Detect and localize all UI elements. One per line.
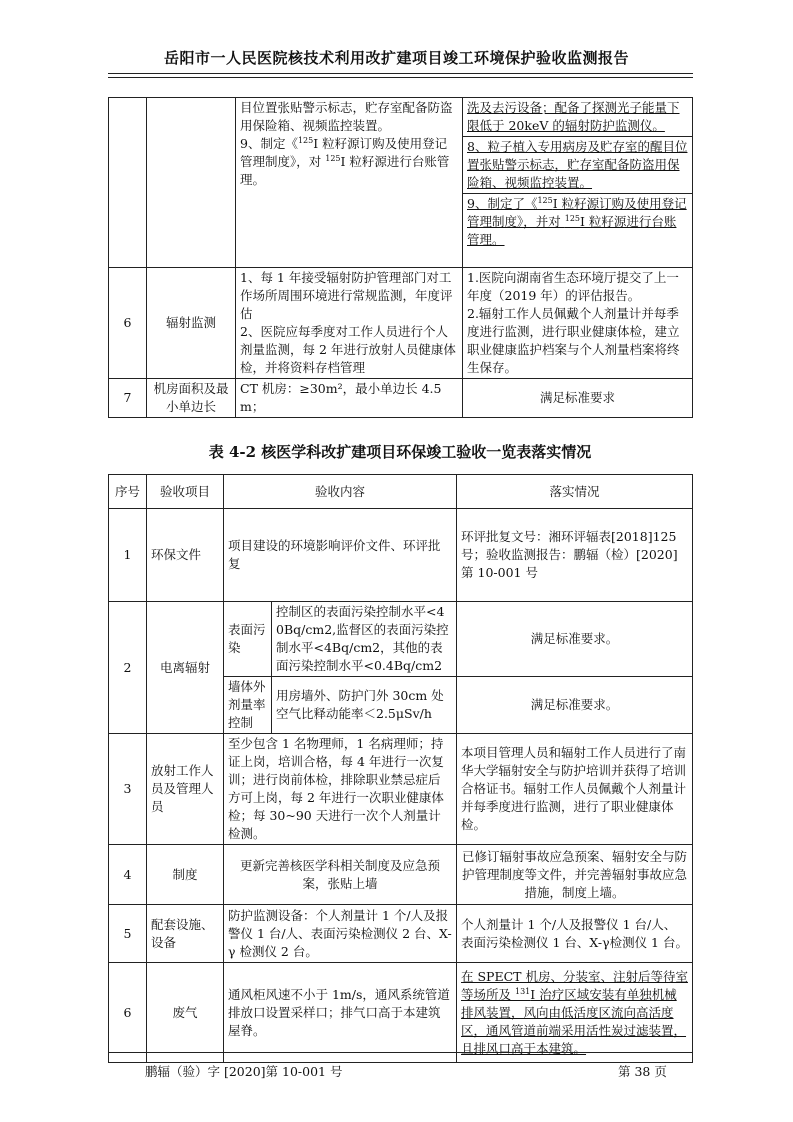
- status-line: 1.医院向湖南省生态环境厅提交了上一年度（2019 年）的评估报告。: [467, 270, 679, 303]
- superscript: 125: [564, 213, 581, 223]
- header-rule-thin: [108, 77, 693, 78]
- cell-status: 环评批复文号：湘环评辐表[2018]125 号；验收监测报告：鹏辐（检）[2020] 第 10-001 号: [457, 509, 693, 602]
- cell-status: 满足标准要求。: [457, 602, 693, 677]
- header-status: 落实情况: [457, 475, 693, 509]
- cell-no: 6: [109, 268, 147, 379]
- table-caption: 表 4-2 核医学科改扩建项目环保竣工验收一览表落实情况: [208, 443, 592, 461]
- status-line: 洗及去污设备；配备了探测光子能量下限低于 20keV 的辐射防护监测仪。: [463, 98, 692, 137]
- table-row: [109, 734, 693, 845]
- cell-no: 2: [109, 602, 147, 734]
- cell-sublabel: 表面污染: [224, 602, 272, 677]
- table-row: [109, 98, 693, 268]
- cell-item: 环保文件: [147, 509, 224, 602]
- status-line: 2.辐射工作人员佩戴个人剂量计并每季度进行监测，进行职业健康体检，建立职业健康监护档案与个人剂量档案将终生保存。: [467, 306, 680, 375]
- table-row: [109, 379, 693, 418]
- cell-sublabel: 墙体外剂量率控制: [224, 677, 272, 734]
- superscript: 131: [515, 986, 531, 996]
- cell-item: 电离辐射: [147, 602, 224, 734]
- superscript: 125: [537, 195, 553, 205]
- footer-page-number: 第 38 页: [618, 1064, 667, 1079]
- cell-status: 个人剂量计 1 个/人及报警仪 1 台/人、表面污染检测仪 1 台、X-γ检测仪 1 台。: [457, 905, 693, 963]
- content-line: 目位置张贴警示标志，贮存室配备防盗用保险箱、视频监控装置。: [240, 100, 453, 133]
- cell-content: CT 机房：≥30m²，最小单边长 4.5m；: [236, 379, 463, 418]
- table-row: [109, 509, 693, 602]
- status-text: 在 SPECT 机房、分装室、注射后等待室等场所及: [461, 968, 688, 1002]
- cell-no: 5: [109, 905, 147, 963]
- cell-status: 满足标准要求: [463, 379, 693, 418]
- cell-no: 4: [109, 845, 147, 905]
- cell-content: 通风柜风速不小于 1m/s，通风系统管道排放口设置采样口；排气口高于本建筑屋脊。: [224, 963, 457, 1063]
- header-no: 序号: [109, 475, 147, 509]
- header-item: 验收项目: [147, 475, 224, 509]
- content-text: I 粒籽源订购及使用登记管理制度》，对: [240, 136, 448, 169]
- cell-content: [236, 98, 463, 268]
- header-content: 验收内容: [224, 475, 457, 509]
- cell-item: 制度: [147, 845, 224, 905]
- status-line: [463, 194, 692, 250]
- cell-no: [109, 98, 147, 268]
- cell-item: 辐射监测: [147, 268, 236, 379]
- table-acceptance: [108, 474, 693, 1063]
- cell-status: 满足标准要求。: [457, 677, 693, 734]
- cell-no: 7: [109, 379, 147, 418]
- status-line: 8、粒子植入专用病房及贮存室的醒目位置张贴警示标志，贮存室配备防盗用保险箱、视频监控装置。: [463, 137, 692, 194]
- table-row: [109, 905, 693, 963]
- header-rule-thick: [108, 73, 693, 74]
- cell-status: 已修订辐射事故应急预案、辐射安全与防护管理制度等文件，并完善辐射事故应急措施，制度上墙。: [457, 845, 693, 905]
- table-row: [109, 602, 693, 677]
- cell-no: 1: [109, 509, 147, 602]
- cell-item: 机房面积及最小单边长: [147, 379, 236, 418]
- cell-item: 放射工作人员及管理人员: [147, 734, 224, 845]
- table-header-row: [109, 475, 693, 509]
- cell-item: [147, 98, 236, 268]
- content-text: I 粒籽源进行台账管理。: [240, 154, 450, 187]
- content-text: 9、制定《: [240, 136, 298, 151]
- cell-item: 配套设施、设备: [147, 905, 224, 963]
- cell-content: 用房墙外、防护门外 30cm 处空气比释动能率＜2.5μSv/h: [272, 677, 457, 734]
- cell-content: 防护监测设备：个人剂量计 1 个/人及报警仪 1 台/人、表面污染检测仪 2 台、X-γ 检测仪 2 台。: [224, 905, 457, 963]
- cell-content: 1、每 1 年接受辐射防护管理部门对工作场所周围环境进行常规监测，年度评估 2、医院应每季度对工作人员进行个人剂量监测，每 2 年进行放射人员健康体检，并将资料存档管理: [236, 268, 463, 379]
- status-text: I 治疗区域安装有单独机械排风装置，风向由低活度区流向高活度区，通风管道前端采用活性炭过滤装置，且排风口高于本建筑。: [461, 986, 687, 1056]
- status-text: I 粒籽源订购及使用登记管理制度》，并对: [467, 196, 687, 229]
- status-text: 9、制定了《: [467, 196, 538, 211]
- cell-status: [463, 98, 693, 268]
- footer-rule: [108, 1052, 693, 1053]
- cell-status: [463, 268, 693, 379]
- table-row: [109, 845, 693, 905]
- cell-status: 本项目管理人员和辐射工作人员进行了南华大学辐射安全与防护培训并获得了培训合格证书。辐射工作人员佩戴个人剂量计并每季度进行监测，进行了职业健康体检。: [457, 734, 693, 845]
- table-row: [109, 963, 693, 1063]
- cell-status: [457, 963, 693, 1063]
- cell-content: 控制区的表面污染控制水平<40Bq/cm2,监督区的表面污染控制水平<4Bq/cm2，其他的表面污染控制水平<0.4Bq/cm2: [272, 602, 457, 677]
- cell-content: 更新完善核医学科相关制度及应急预案，张贴上墙: [224, 845, 457, 905]
- table-row: [109, 268, 693, 379]
- status-text: I 粒籽源进行台账管理。: [467, 214, 677, 247]
- cell-content: 至少包含 1 名物理师，1 名病理师；持证上岗，培训合格，每 4 年进行一次复训；进行岗前体检，排除职业禁忌症后方可上岗，每 2 年进行一次职业健康体检；每 30~90 天进行一次个人剂量计检测。: [224, 734, 457, 845]
- cell-no: 6: [109, 963, 147, 1063]
- table-continued: [108, 97, 693, 418]
- footer-report-number: 鹏辐（验）字 [2020]第 10-001 号: [145, 1064, 343, 1079]
- superscript: 125: [325, 153, 341, 163]
- cell-content: 项目建设的环境影响评价文件、环评批复: [224, 509, 457, 602]
- cell-item: 废气: [147, 963, 224, 1063]
- cell-no: 3: [109, 734, 147, 845]
- page-header-title: 岳阳市一人民医院核技术利用改扩建项目竣工环境保护验收监测报告: [163, 49, 629, 67]
- superscript: 125: [297, 135, 314, 145]
